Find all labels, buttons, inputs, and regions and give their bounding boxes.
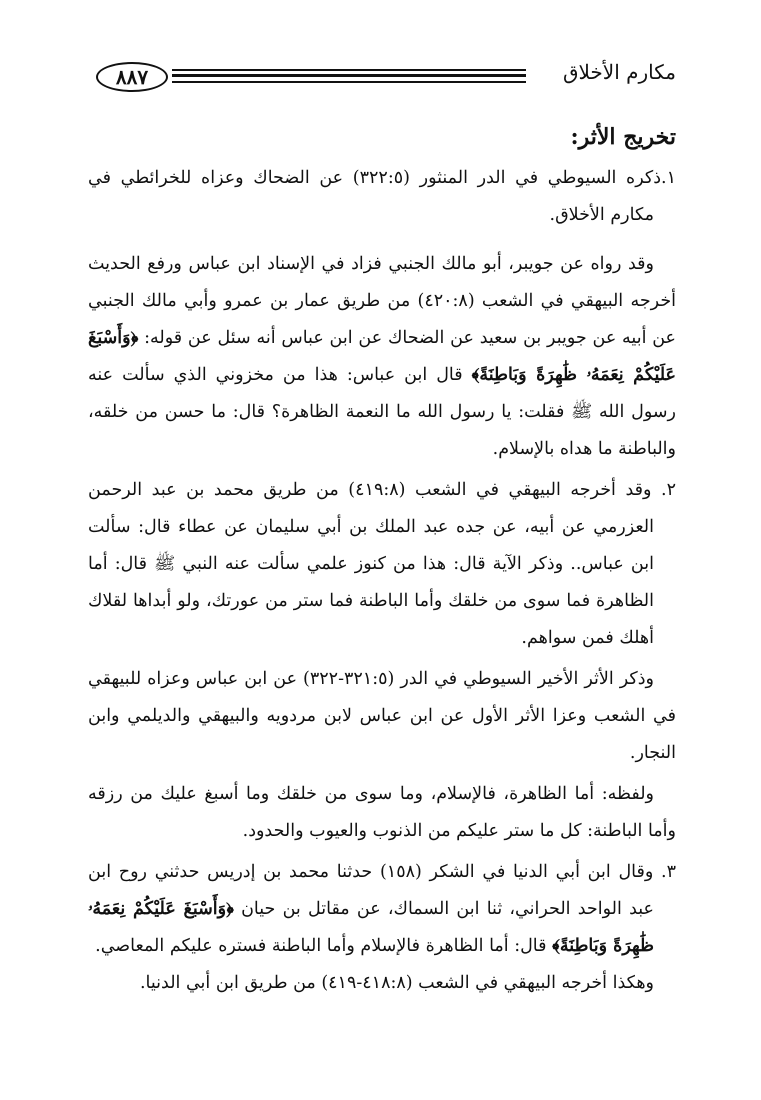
quran-verse: ﴿وَأَسْبَغَ عَلَيْكُمْ نِعَمَهُۥ ظَٰهِرَةً وَبَاطِنَةً﴾ bbox=[88, 328, 677, 385]
paragraph-ibn-abbas-narration bbox=[88, 246, 676, 468]
item-3-text-rest: قال: أما الظاهرة فالإسلام وأما الباطنة فستره عليكم المعاصي. bbox=[95, 936, 553, 956]
item-3-text-intro: ٣. وقال ابن أبي الدنيا في الشكر (١٥٨) حدثنا محمد بن إدريس حدثني روح ابن عبد الواحد الحراني، ثنا ابن السماك، عن مقاتل بن حيان bbox=[88, 862, 676, 919]
item-1-paragraph: ١.ذكره السيوطي في الدر المنثور (٣٢٢:٥) عن الضحاك وعزاه للخرائطي في مكارم الأخلاق. bbox=[88, 168, 676, 225]
paragraph-text-rest: قال ابن عباس: هذا من مخزوني الذي سألت عنه رسول الله ﷺ فقلت: يا رسول الله ما النعمة الظاهرة؟ قال: ما حسن من خلقه، والباطنة ما هداه بالإسلام. bbox=[88, 365, 676, 459]
quran-verse: ﴿وَأَسْبَغَ عَلَيْكُمْ نِعَمَهُۥ ظَٰهِرَةً وَبَاطِنَةً﴾ bbox=[88, 899, 654, 956]
header-rule-top bbox=[172, 69, 526, 71]
item-3-paragraph bbox=[88, 854, 676, 965]
page-header bbox=[96, 58, 676, 98]
header-rule-middle bbox=[172, 74, 526, 77]
header-rule-bottom bbox=[172, 81, 526, 83]
section-heading: تخريج الأثر: bbox=[570, 124, 676, 150]
item-2-paragraph: ٢. وقد أخرجه البيهقي في الشعب (٤١٩:٨) من طريق محمد بن عبد الرحمن العزرمي عن أبيه، عن جده عبد الملك بن أبي سليمان عن عطاء قال: سألت ابن عباس.. وذكر الآية قال: هذا من كنوز علمي سألت عنه النبي ﷺ قال: أما الظاهرة فما سوى من خلقك وأما الباطنة فما ستر من عورتك، ولو أبداها لقلاك أهلك فمن سواهم. bbox=[88, 480, 676, 648]
paragraph-text-intro: وقد رواه عن جويبر، أبو مالك الجنبي فزاد في الإسناد ابن عباس ورفع الحديث أخرجه البيهقي في الشعب (٤٢٠:٨) من طريق عمار بن عمرو وأبي مالك الجنبي عن أبيه عن جويبر بن سعيد عن الضحاك عن ابن عباس أنه سئل عن قوله: bbox=[88, 254, 676, 348]
running-title: مكارم الأخلاق bbox=[562, 60, 676, 84]
paragraph-suyuti-mention: وذكر الأثر الأخير السيوطي في الدر (٣٢١:٥-٣٢٢) عن ابن عباس وعزاه للبيهقي في الشعب وعزا الأثر الأول عن ابن عباس لابن مردويه والبيهقي والديلمي وابن النجار. bbox=[88, 669, 676, 763]
page-number: ٨٨٧ bbox=[96, 62, 168, 92]
page-body bbox=[88, 120, 676, 1002]
paragraph-wording: ولفظه: أما الظاهرة، فالإسلام، وما سوى من خلقك وما أسبغ عليك من رزقه وأما الباطنة: كل ما ستر عليكم من الذنوب والعيوب والحدود. bbox=[88, 784, 676, 841]
paragraph-final-note: وهكذا أخرجه البيهقي في الشعب (٤١٨:٨-٤١٩) من طريق ابن أبي الدنيا. bbox=[139, 973, 654, 993]
